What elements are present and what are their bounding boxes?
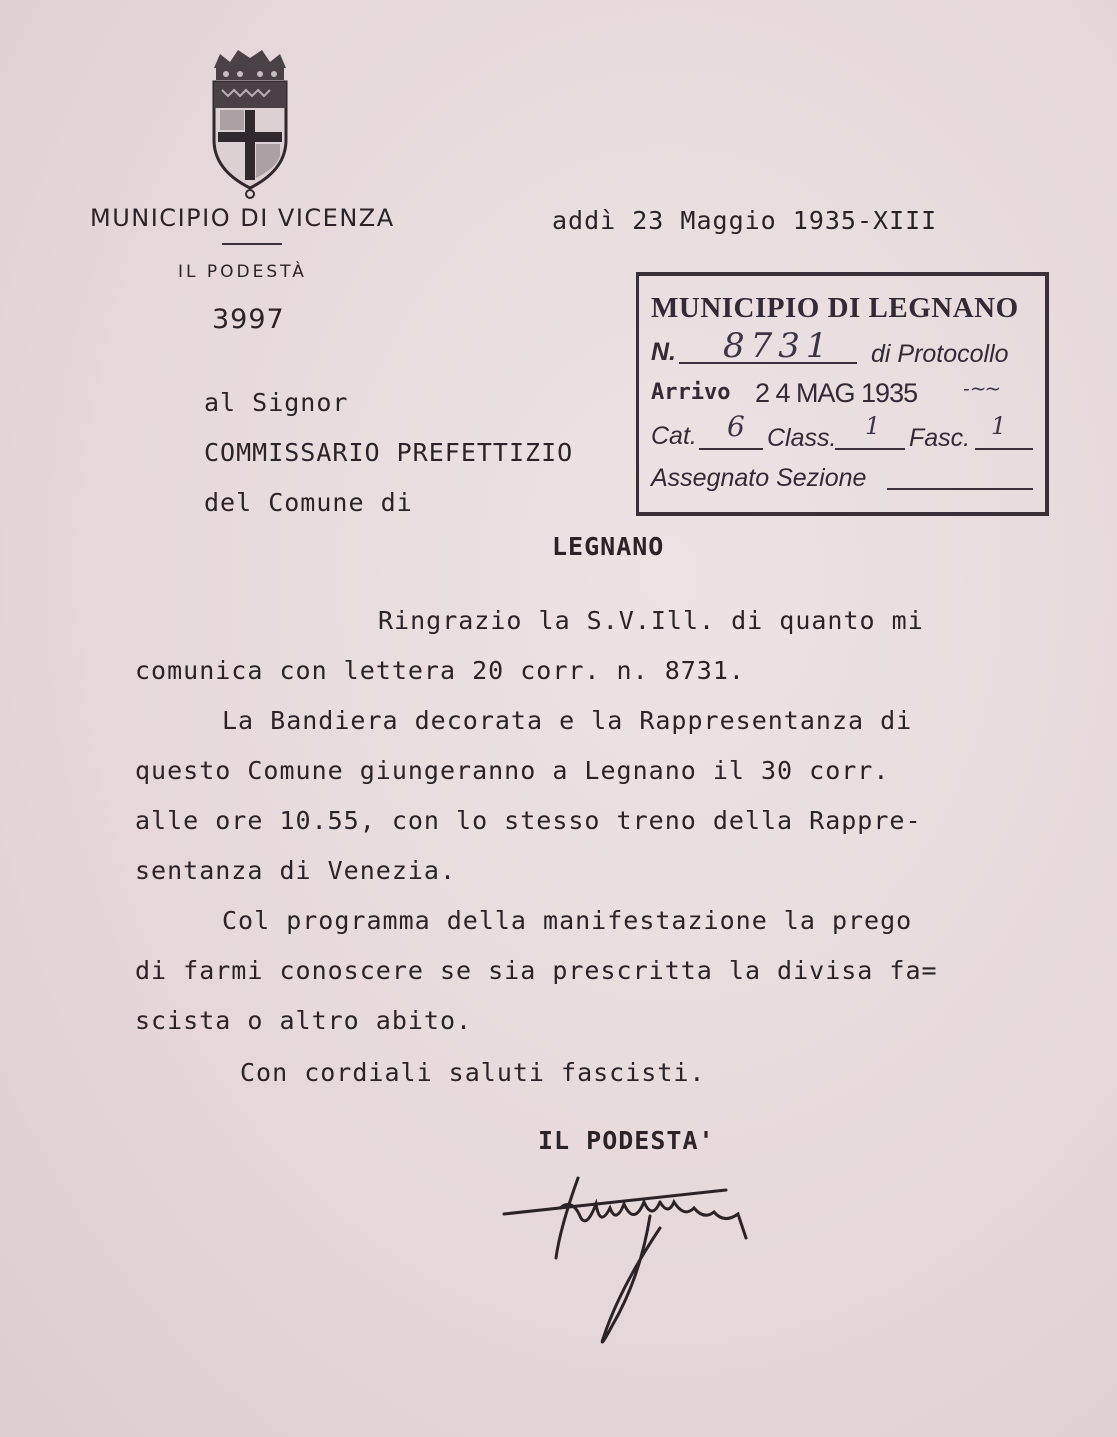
stamp-section-line <box>887 488 1033 490</box>
body-line: Col programma della manifestazione la prego <box>222 906 913 935</box>
stamp-fasc-value: 1 <box>991 412 1007 440</box>
letterhead-divider <box>222 243 282 245</box>
stamp-n-label: N. <box>651 338 676 366</box>
body-line: sentanza di Venezia. <box>135 856 457 885</box>
recipient-line-2: COMMISSARIO PREFETTIZIO <box>204 438 574 467</box>
stamp-class-value: 1 <box>865 412 881 440</box>
stamp-cat-line <box>699 448 763 450</box>
stamp-cat-value: 6 <box>727 410 745 443</box>
stamp-arrivo-mark: -~~ <box>963 376 1000 400</box>
stamp-n-value: 8731 <box>723 326 834 366</box>
signature-title: IL PODESTA' <box>538 1126 715 1155</box>
body-line: La Bandiera decorata e la Rappresentanza di <box>222 706 913 735</box>
body-line: di farmi conoscere se sia prescritta la divisa fa= <box>135 956 938 985</box>
body-line: Ringrazio la S.V.Ill. di quanto mi <box>378 606 924 635</box>
recipient-city: LEGNANO <box>552 532 665 561</box>
body-line: Con cordiali saluti fascisti. <box>240 1058 706 1087</box>
letterhead-municipality: MUNICIPIO DI VICENZA <box>90 204 395 232</box>
body-line: alle ore 10.55, con lo stesso treno della Rappre- <box>135 806 922 835</box>
stamp-class-line <box>835 448 905 450</box>
body-line: questo Comune giungeranno a Legnano il 30 corr. <box>135 756 890 785</box>
stamp-title: MUNICIPIO DI LEGNANO <box>651 292 1019 324</box>
stamp-arrivo-label: Arrivo <box>651 380 731 405</box>
stamp-cat-label: Cat. <box>651 422 697 450</box>
body-line: comunica con lettera 20 corr. n. 8731. <box>135 656 745 685</box>
reference-number: 3997 <box>212 304 285 335</box>
body-line: scista o altro abito. <box>135 1006 473 1035</box>
recipient-line-3: del Comune di <box>204 488 413 517</box>
recipient-line-1: al Signor <box>204 388 349 417</box>
date-line: addì 23 Maggio 1935-XIII <box>552 206 938 235</box>
stamp-arrivo-date: 2 4 MAG 1935 <box>755 378 918 408</box>
stamp-protocol-label: di Protocollo <box>871 340 1009 368</box>
coat-of-arms-icon <box>200 44 300 200</box>
stamp-fasc-line <box>975 448 1033 450</box>
stamp-section-label: Assegnato Sezione <box>651 464 867 492</box>
letterhead-office: IL PODESTÀ <box>178 262 307 282</box>
handwritten-signature <box>500 1168 760 1358</box>
protocol-stamp <box>636 272 1049 516</box>
stamp-class-label: Class. <box>767 424 837 452</box>
stamp-fasc-label: Fasc. <box>909 424 971 452</box>
